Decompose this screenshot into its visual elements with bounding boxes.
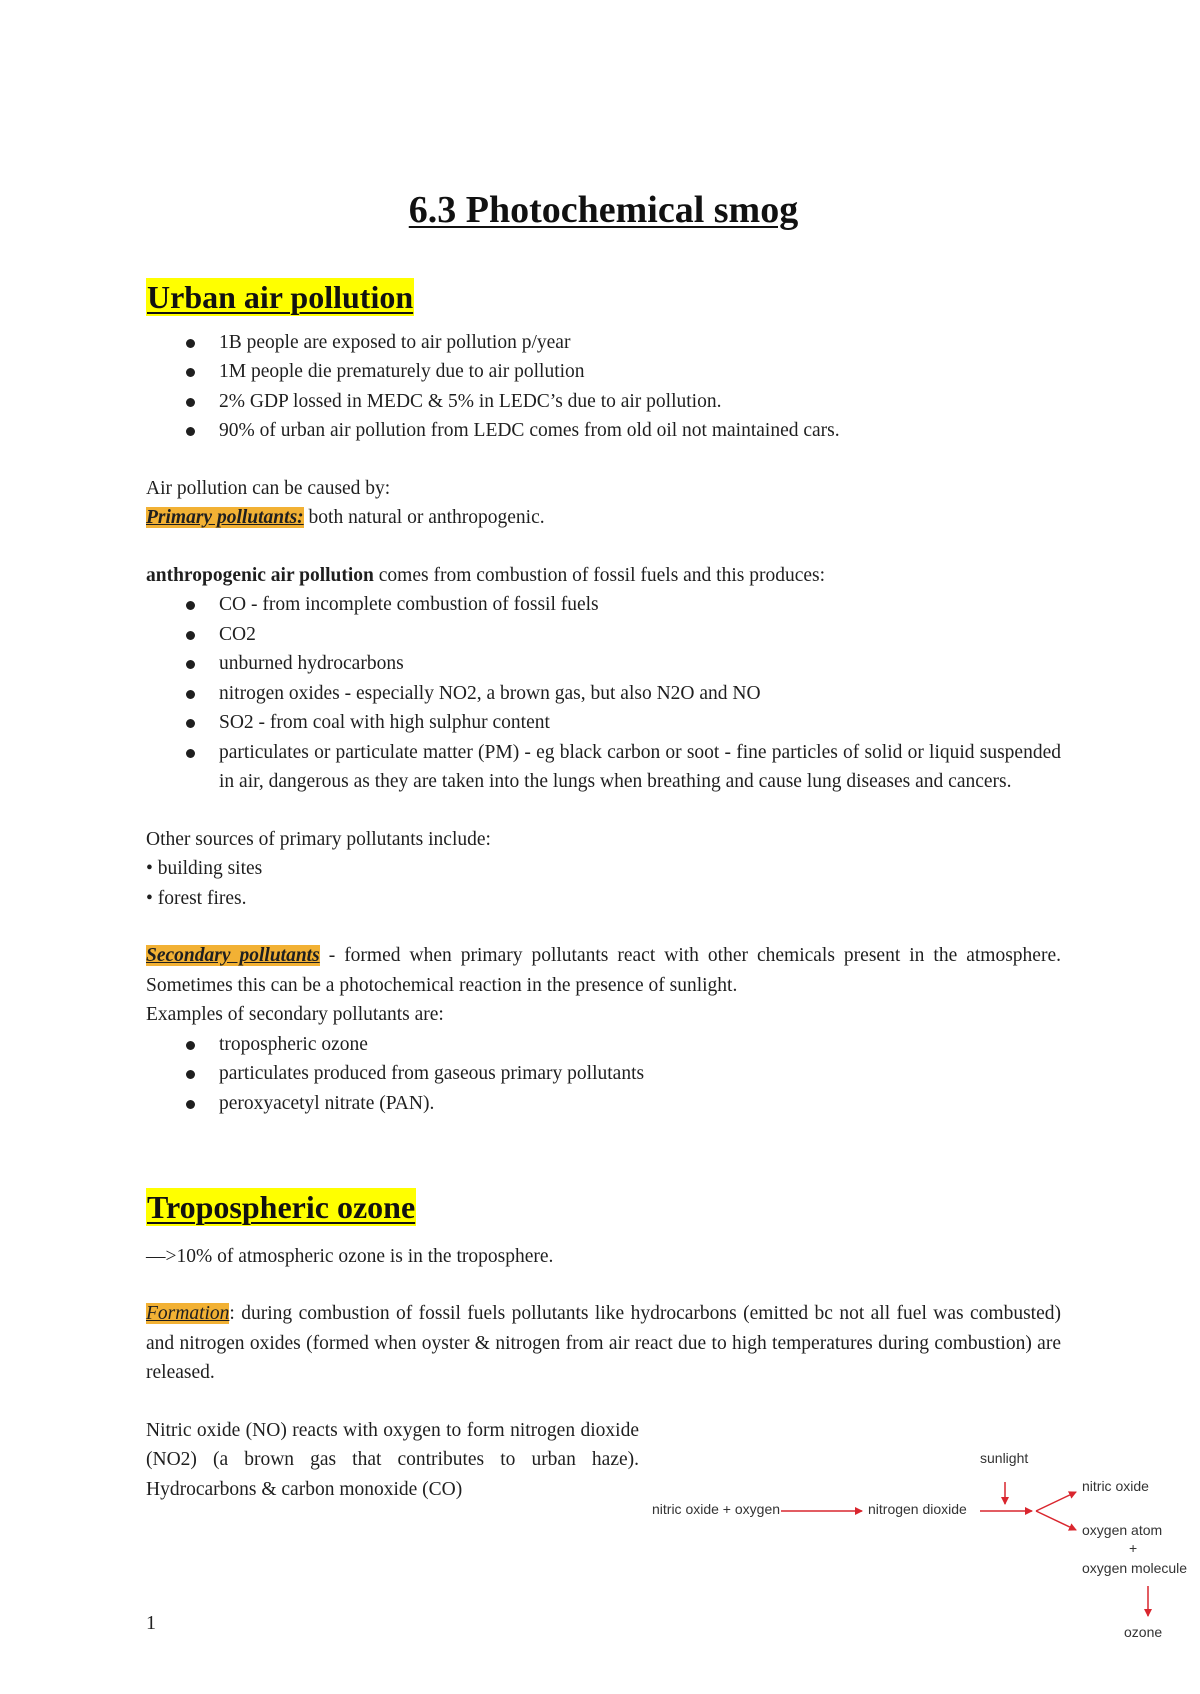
diagram-plus: + [1129, 1540, 1138, 1556]
arrow-to-oxygen-atom [1036, 1511, 1076, 1530]
caused-by-text: Air pollution can be caused by: [146, 477, 391, 499]
nitric-oxide-para: Nitric oxide (NO) reacts with oxygen to form nitrogen dioxide (NO2) (a brown gas that contributes to urban haze). Hydrocarbons & carbon monoxide (CO) [146, 1419, 639, 1500]
formation-label: Formation [146, 1303, 230, 1324]
primary-pollutants-label: Primary pollutants: [146, 507, 304, 528]
list-item: 1M people die prematurely due to air pollution [146, 357, 1061, 387]
anthropogenic-label: anthropogenic air pollution [146, 564, 374, 586]
section-heading-tropospheric-ozone: Tropospheric ozone [147, 1189, 416, 1225]
primary-pollutants-para [146, 503, 1061, 533]
list-item: peroxyacetyl nitrate (PAN). [146, 1089, 1061, 1119]
other-sources-intro: Other sources of primary pollutants include: [146, 828, 491, 850]
list-item: CO - from incomplete combustion of fossil fuels [146, 590, 1061, 620]
list-item: tropospheric ozone [146, 1030, 1061, 1060]
secondary-examples-intro: Examples of secondary pollutants are: [146, 1004, 444, 1025]
section-urban-heading-wrap [146, 278, 1061, 318]
diagram-oxygen-atom: oxygen atom [1082, 1522, 1163, 1538]
secondary-pollutants-para [146, 941, 1061, 1000]
other-source-item: • building sites [146, 858, 263, 879]
page-title: 6.3 Photochemical smog [408, 189, 799, 231]
arrow-to-nitric-oxide-product [1036, 1492, 1076, 1511]
anthropogenic-para [146, 561, 1061, 591]
diagram-oxygen-molecule: oxygen molecule [1082, 1560, 1188, 1576]
list-item: 2% GDP lossed in MEDC & 5% in LEDC’s due to air pollution. [146, 387, 1061, 417]
diagram-nitric-oxide-product: nitric oxide [1082, 1478, 1149, 1494]
ozone-fact: —>10% of atmospheric ozone is in the troposphere. [146, 1245, 554, 1267]
list-item: unburned hydrocarbons [146, 649, 1061, 679]
list-item: SO2 - from coal with high sulphur content [146, 708, 1061, 738]
diagram-ozone: ozone [1124, 1624, 1163, 1640]
diagram-sunlight: sunlight [980, 1450, 1029, 1466]
page-content [146, 188, 1061, 1504]
ozone-formation-diagram [648, 1448, 1200, 1694]
list-item: particulates produced from gaseous primary pollutants [146, 1059, 1061, 1089]
formation-text: : during combustion of fossil fuels pollutants like hydrocarbons (emitted bc not all fuel was combusted) and nitrogen oxides (formed when oyster & nitrogen from air react due to high temperatures during combustion) are released. [146, 1303, 1061, 1383]
anthropogenic-text: comes from combustion of fossil fuels and this produces: [373, 564, 826, 586]
secondary-pollutants-label: Secondary pollutants [146, 945, 320, 966]
list-item: CO2 [146, 620, 1061, 650]
diagram-reactants: nitric oxide + oxygen [652, 1501, 781, 1517]
section-heading-urban-air-pollution: Urban air pollution [147, 279, 414, 315]
list-item: 90% of urban air pollution from LEDC comes from old oil not maintained cars. [146, 416, 1061, 446]
anthropogenic-list [146, 590, 1061, 797]
list-item: 1B people are exposed to air pollution p/year [146, 328, 1061, 358]
urban-facts-list [146, 328, 1061, 446]
list-item: particulates or particulate matter (PM) - eg black carbon or soot - fine particles of solid or liquid suspended in air, dangerous as they are taken into the lungs when breathing and cause lung diseases and cancers. [146, 738, 1061, 797]
section-ozone-heading-wrap [146, 1188, 1061, 1228]
secondary-pollutants-text: - formed when primary pollutants react with other chemicals present in the atmosphere. Sometimes this can be a photochemical reaction in the presence of sunlight. [146, 945, 1061, 996]
secondary-list [146, 1030, 1061, 1119]
formation-para [146, 1299, 1061, 1388]
primary-pollutants-text: both natural or anthropogenic. [303, 507, 545, 528]
diagram-nitrogen-dioxide: nitrogen dioxide [868, 1501, 967, 1517]
page-number: 1 [146, 1612, 156, 1634]
other-source-item: • forest fires. [146, 887, 247, 909]
list-item: nitrogen oxides - especially NO2, a brown gas, but also N2O and NO [146, 679, 1061, 709]
